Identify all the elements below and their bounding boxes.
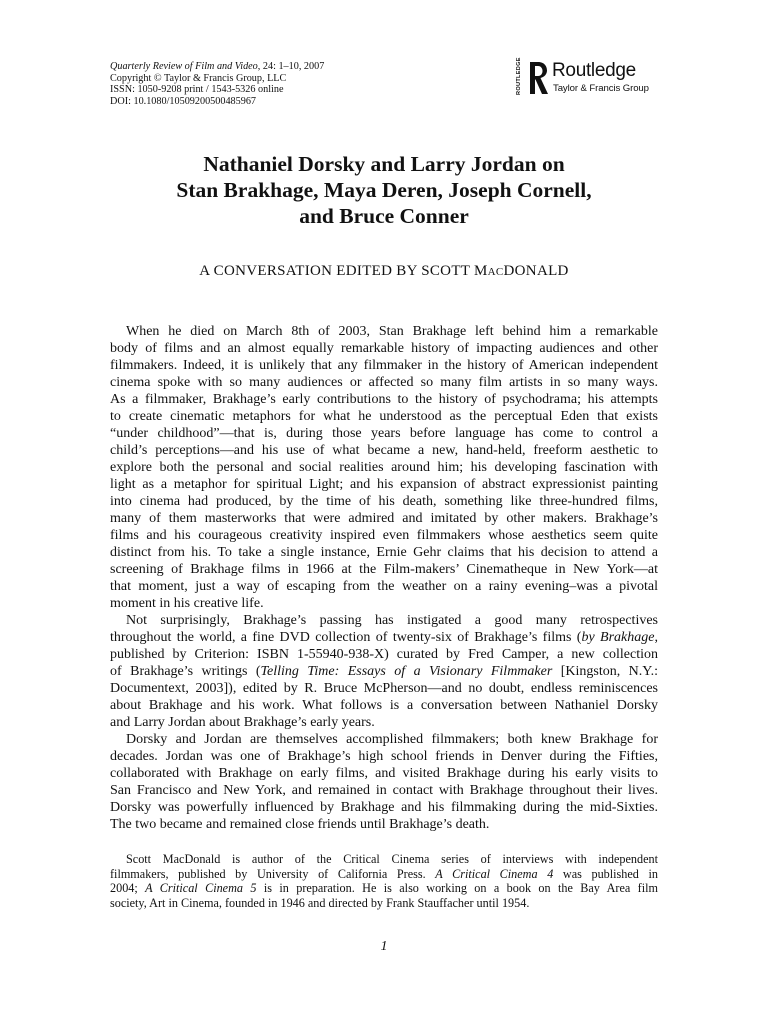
journal-metadata: [110, 61, 324, 107]
body-line: many of them masterworks that were admired and imitated by other makers. Brakhage’s: [110, 511, 658, 526]
film-title: by Brakhage: [581, 630, 655, 645]
body-line: about Brakhage and his work. What follows is a conversation between Nathaniel Dorsky: [110, 698, 658, 713]
title-line: Nathaniel Dorsky and Larry Jordan on: [203, 152, 565, 176]
book-title: Telling Time: Essays of a Visionary Filmmaker: [260, 664, 553, 679]
article-title: [0, 151, 768, 229]
body-line: to create cinematic metaphors for what he understood as the perceptual Eden that exists: [110, 409, 658, 424]
body-line: distinct from his. To take a single instance, Ernie Gehr claims that his decision to attend a: [110, 545, 658, 560]
page-number: 1: [380, 939, 388, 954]
citation-line: [110, 61, 324, 73]
doi-line: DOI: 10.1080/10509200500485967: [110, 95, 257, 107]
body-line: “under childhood”—that is, during those years before language has come to control a: [110, 426, 658, 441]
publisher-group: Taylor & Francis Group: [553, 83, 649, 94]
note-line: Scott MacDonald is author of the Critical Cinema series of interviews with independent: [126, 852, 658, 866]
body-line: light as a metaphor for spiritual Light; and his expansion of abstract expressionist painting: [110, 477, 658, 492]
body-line: Documentext, 2003]), edited by R. Bruce McPherson—and no doubt, endless reminiscences: [110, 681, 658, 696]
body-text: ,: [654, 630, 658, 645]
routledge-r-icon: [527, 61, 549, 95]
body-line: into cinema had produced, by the time of his death, something like three-hundred films,: [110, 494, 658, 509]
body-line: Dorsky was powerfully influenced by Brakhage and his filmmaking during the mid-Sixties.: [110, 800, 658, 815]
publisher-logo: [516, 59, 666, 99]
note-text: 2004;: [110, 881, 146, 896]
citation-details: , 24: 1–10, 2007: [257, 61, 325, 72]
body-line: and Larry Jordan about Brakhage’s early years.: [110, 715, 375, 730]
journal-name: Quarterly Review of Film and Video: [110, 61, 258, 72]
body-line: explore both the personal and social realities around him; his developing fascination with: [110, 460, 658, 475]
body-line: Dorsky and Jordan are themselves accomplished filmmakers; both knew Brakhage for: [126, 732, 658, 747]
copyright-line: Copyright © Taylor & Francis Group, LLC: [110, 72, 287, 84]
body-line: [110, 629, 658, 646]
title-line: Stan Brakhage, Maya Deren, Joseph Cornell,: [176, 178, 592, 202]
article-editor-byline: [0, 262, 768, 281]
body-line: child’s perceptions—and his use of what became a new, hand-held, freeform aesthetic to: [110, 443, 658, 458]
body-line: moment in his creative life.: [110, 596, 264, 611]
editor-text-end: DONALD: [503, 263, 569, 279]
note-line: [110, 867, 658, 882]
body-line: cinema spoke with so many audiences or affected so many film artists in so many ways.: [110, 375, 658, 390]
body-text: [Kingston, N.Y.:: [552, 664, 658, 679]
body-line: body of films and an almost equally remarkable history of impacting audiences and other: [110, 341, 658, 356]
issn-line: ISSN: 1050-9208 print / 1543-5326 online: [110, 84, 284, 96]
publisher-name: Routledge: [552, 60, 636, 81]
body-line: As a filmmaker, Brakhage’s early contributions to the history of psychodrama; his attempts: [110, 392, 658, 407]
body-line: decades. Jordan was one of Brakhage’s high school friends in Denver during the Fifties,: [110, 749, 658, 764]
body-line: films and his courageous creativity inspired even filmmakers whose aesthetics seem quite: [110, 528, 658, 543]
body-text: throughout the world, a fine DVD collection of twenty-six of Brakhage’s films (: [110, 630, 582, 645]
note-text: is in preparation. He is also working on a book on the Bay Area film: [256, 881, 658, 896]
body-line: published by Criterion: ISBN 1-55940-938-X) curated by Fred Camper, a new collection: [110, 647, 658, 662]
body-line: The two became and remained close friends until Brakhage’s death.: [110, 817, 490, 832]
body-line: When he died on March 8th of 2003, Stan Brakhage left behind him a remarkable: [126, 324, 658, 339]
body-line: collaborated with Brakhage on early films, and visited Brakhage during his early visits to: [110, 766, 658, 781]
editor-text: A CONVERSATION EDITED BY SCOTT M: [199, 263, 488, 279]
author-note: [110, 852, 658, 910]
editor-small-caps: AC: [487, 266, 504, 278]
body-line: filmmakers. Indeed, it is unlikely that any filmmaker in the history of American independent: [110, 358, 658, 373]
note-line: [110, 881, 658, 896]
publisher-stacked-wordmark: ROUTLEDGE: [516, 57, 522, 95]
book-title: A Critical Cinema 4: [435, 866, 554, 881]
body-line: [110, 663, 658, 680]
body-line: Not surprisingly, Brakhage’s passing has instigated a good many retrospectives: [126, 613, 658, 628]
note-text: filmmakers, published by University of California Press.: [110, 866, 436, 881]
body-line: screening of Brakhage films in 1966 at the Film-makers’ Cinematheque in New York—at: [110, 562, 658, 577]
title-line: and Bruce Conner: [299, 204, 469, 228]
note-text: was published in: [553, 866, 658, 881]
body-line: that moment, just a way of escaping from the weather on a rainy evening–was a pivotal: [110, 579, 658, 594]
body-text: of Brakhage’s writings (: [110, 664, 261, 679]
article-body: [110, 323, 658, 833]
book-title: A Critical Cinema 5: [145, 881, 257, 896]
body-line: San Francisco and New York, and remained in contact with Brakhage throughout their lives.: [110, 783, 658, 798]
note-line: society, Art in Cinema, founded in 1946 and directed by Frank Stauffacher until 1954.: [110, 895, 530, 910]
